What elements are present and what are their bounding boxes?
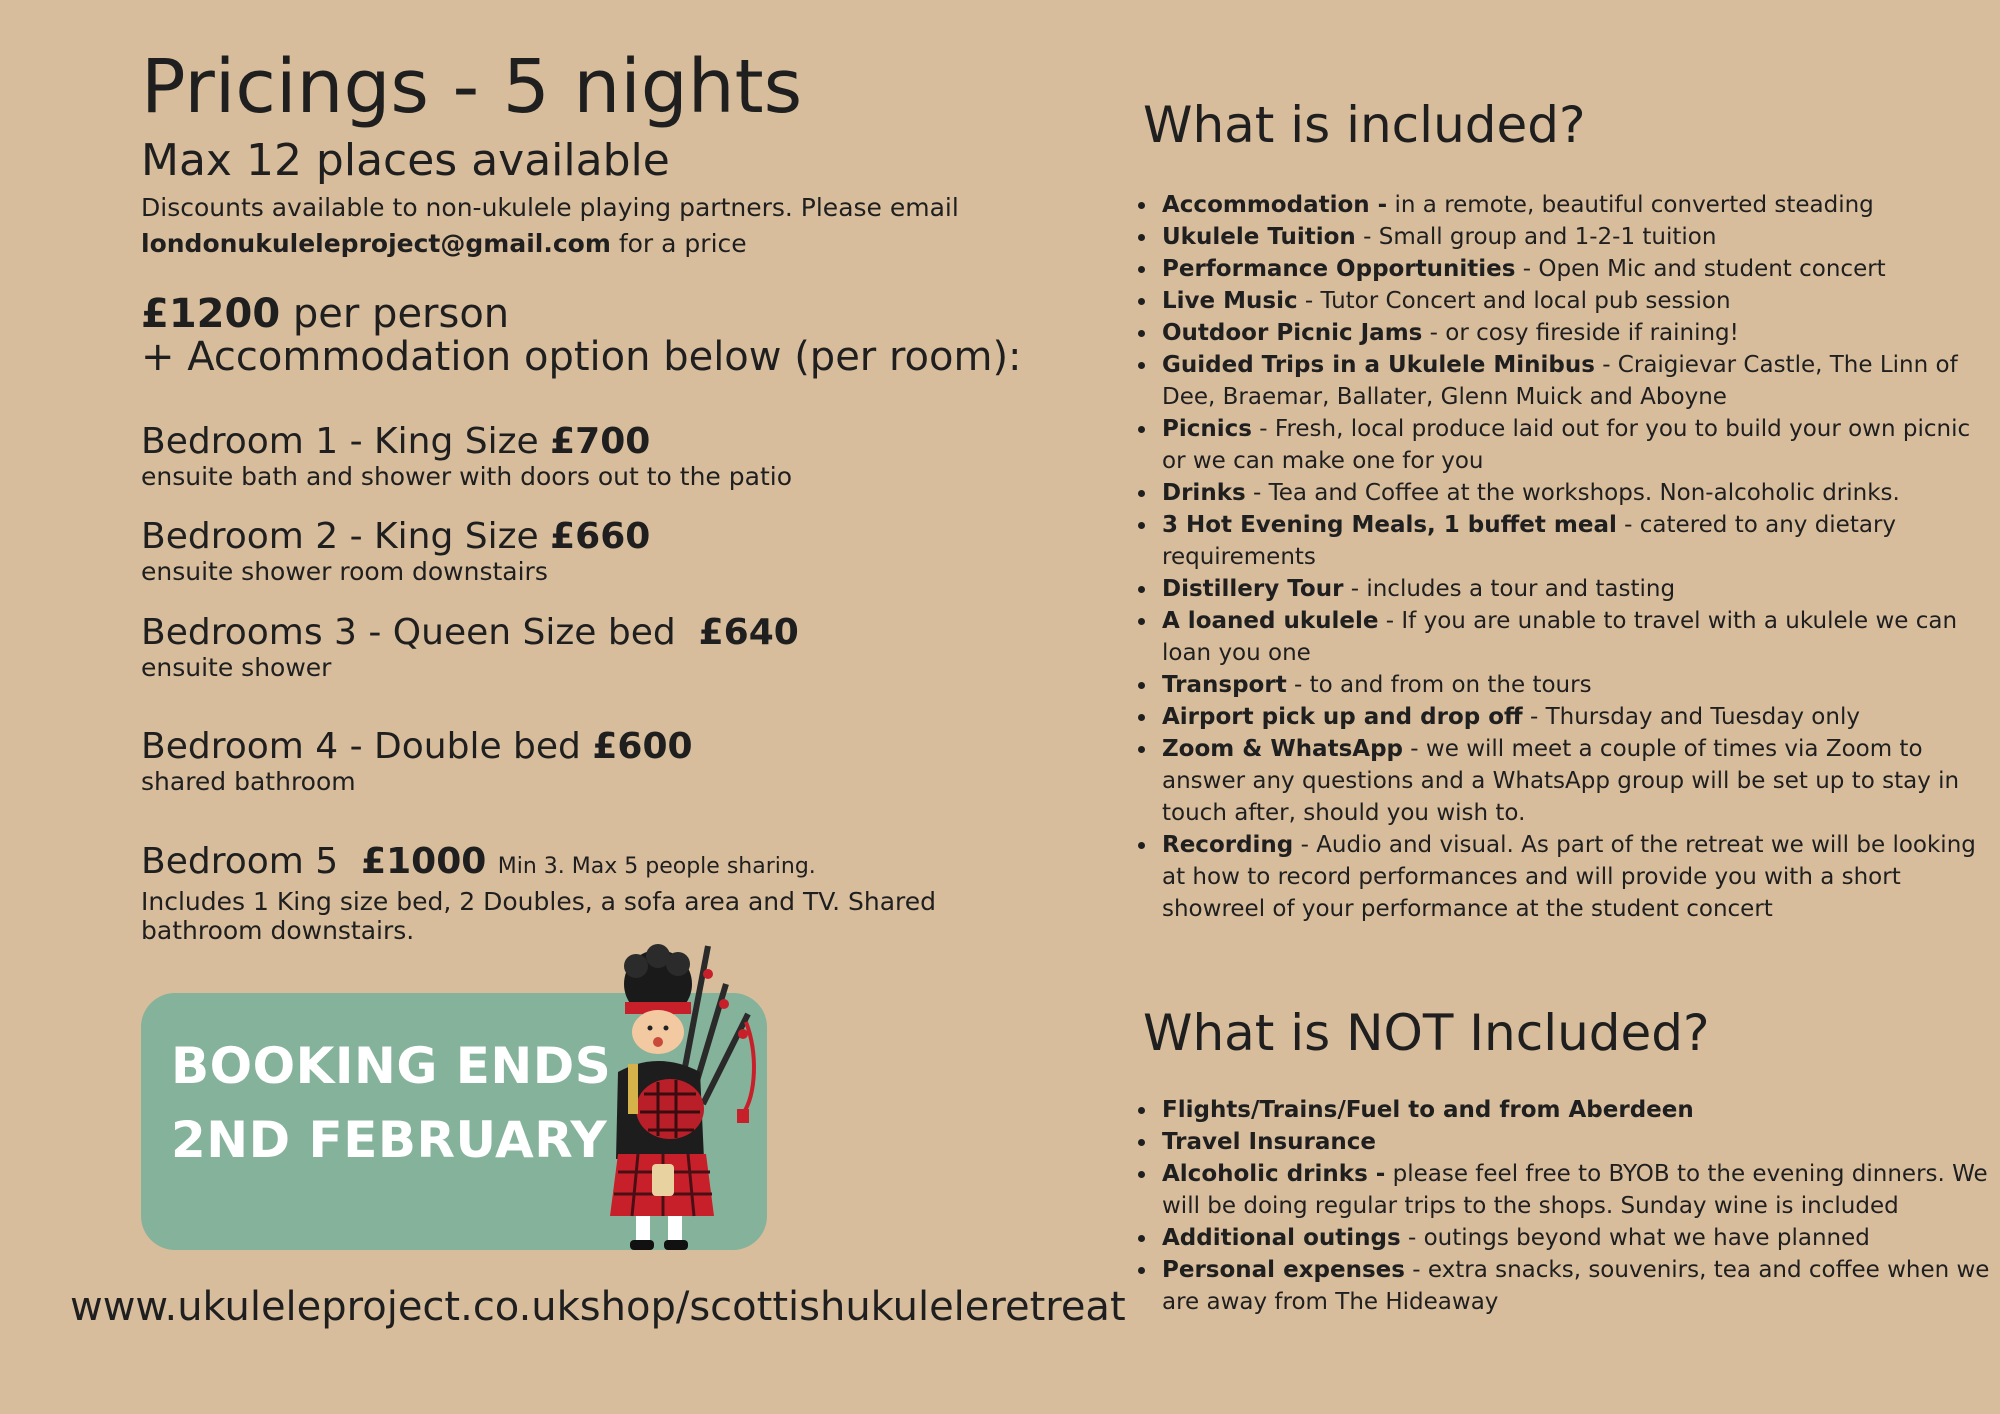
room-name: Bedroom 1 - King Size: [141, 421, 539, 462]
list-item: [1158, 1094, 1998, 1126]
price-unit: per person: [292, 291, 510, 337]
list-item: [1158, 1222, 1998, 1254]
room-2: [141, 517, 650, 586]
list-item-text: please feel free to BYOB to the evening dinners. We will be doing regular trips to the shops. Sunday wine is included: [1162, 1161, 1988, 1219]
list-item-text: - catered to any dietary requirements: [1162, 512, 1897, 570]
list-item: [1158, 701, 1998, 733]
booking-line-2: 2ND FEBRUARY: [171, 1111, 608, 1169]
website-url[interactable]: www.ukuleleproject.co.ukshop/scottishukuleleretreat: [70, 1284, 1126, 1330]
list-item-heading: Airport pick up and drop off: [1162, 704, 1523, 730]
list-item-heading: Travel Insurance: [1162, 1129, 1376, 1155]
list-item-heading: Recording: [1162, 832, 1294, 858]
contact-email: londonukuleleproject@gmail.com: [141, 229, 611, 258]
list-item: [1158, 829, 1998, 925]
room-description: shared bathroom: [141, 767, 356, 796]
list-item-text: - to and from on the tours: [1286, 672, 1592, 698]
list-item-heading: Additional outings: [1162, 1225, 1401, 1251]
list-item-text: - Craigievar Castle, The Linn of Dee, Braemar, Ballater, Glenn Muick and Aboyne: [1162, 352, 1958, 410]
list-item: [1158, 669, 1998, 701]
room-name: Bedroom 2 - King Size: [141, 516, 539, 557]
room-price: £700: [550, 421, 651, 462]
list-item-heading: Transport: [1162, 672, 1287, 698]
list-item: [1158, 1254, 1998, 1318]
list-item-heading: Drinks: [1162, 480, 1246, 506]
list-item-heading: Picnics: [1162, 416, 1252, 442]
list-item-text: in a remote, beautiful converted steading: [1387, 192, 1874, 218]
list-item-heading: Performance Opportunities: [1162, 256, 1516, 282]
list-item-heading: Guided Trips in a Ukulele Minibus: [1162, 352, 1595, 378]
discount-text: Discounts available to non-ukulele playing partners. Please email: [141, 193, 959, 222]
list-item: [1158, 413, 1998, 477]
room-description: ensuite bath and shower with doors out to the patio: [141, 462, 792, 491]
list-item: [1158, 189, 1998, 221]
list-item-text: - Audio and visual. As part of the retreat we will be looking at how to record performances and will provide you with a short showreel of your performance at the student concert: [1162, 832, 1976, 922]
base-price: [141, 293, 1022, 379]
list-item-text: - extra snacks, souvenirs, tea and coffee when we are away from The Hideaway: [1162, 1257, 1990, 1315]
included-title: What is included?: [1143, 96, 1586, 154]
list-item: [1158, 1158, 1998, 1222]
room-note: Min 3. Max 5 people sharing.: [497, 854, 816, 879]
list-item-heading: Alcoholic drinks -: [1162, 1161, 1386, 1187]
not-included-title: What is NOT Included?: [1143, 1004, 1710, 1062]
list-item: [1158, 317, 1998, 349]
page-title: Pricings - 5 nights: [141, 44, 803, 130]
list-item-text: - Tutor Concert and local pub session: [1297, 288, 1731, 314]
booking-line-1: BOOKING ENDS: [171, 1037, 612, 1095]
places-subtitle: Max 12 places available: [141, 135, 670, 186]
included-list: [1129, 189, 1998, 925]
list-item: [1158, 509, 1998, 573]
list-item-heading: Zoom & WhatsApp: [1162, 736, 1403, 762]
list-item-heading: Outdoor Picnic Jams: [1162, 320, 1423, 346]
list-item: [1158, 573, 1998, 605]
email-suffix: for a price: [618, 229, 747, 258]
list-item: [1158, 221, 1998, 253]
list-item-text: - Tea and Coffee at the workshops. Non-alcoholic drinks.: [1245, 480, 1900, 506]
room-4: [141, 727, 693, 796]
list-item-text: - we will meet a couple of times via Zoom to answer any questions and a WhatsApp group will be set up to stay in touch after, should you wish to.: [1162, 736, 1960, 826]
list-item-text: - outings beyond what we have planned: [1400, 1225, 1870, 1251]
room-price: £600: [592, 726, 693, 767]
list-item-heading: Accommodation -: [1162, 192, 1388, 218]
list-item: [1158, 605, 1998, 669]
list-item: [1158, 1126, 1998, 1158]
room-description: ensuite shower room downstairs: [141, 557, 548, 586]
list-item-text: - Small group and 1-2-1 tuition: [1355, 224, 1717, 250]
room-5: [141, 842, 1001, 945]
list-item-heading: Flights/Trains/Fuel to and from Aberdeen: [1162, 1097, 1694, 1123]
room-name: Bedroom 5: [141, 841, 339, 882]
room-3: [141, 613, 799, 682]
list-item-text: - Open Mic and student concert: [1515, 256, 1886, 282]
list-item-heading: Distillery Tour: [1162, 576, 1344, 602]
room-name: Bedroom 4 - Double bed: [141, 726, 581, 767]
list-item-text: - or cosy fireside if raining!: [1422, 320, 1739, 346]
list-item-heading: Personal expenses: [1162, 1257, 1405, 1283]
room-name: Bedrooms 3 - Queen Size bed: [141, 612, 676, 653]
list-item: [1158, 733, 1998, 829]
list-item-text: - If you are unable to travel with a ukulele we can loan you one: [1162, 608, 1958, 666]
list-item-heading: 3 Hot Evening Meals, 1 buffet meal: [1162, 512, 1617, 538]
price-amount: £1200: [141, 291, 281, 337]
room-1: [141, 422, 792, 491]
list-item-text: - Fresh, local produce laid out for you to build your own picnic or we can make one for you: [1162, 416, 1971, 474]
list-item-text: - includes a tour and tasting: [1343, 576, 1676, 602]
list-item: [1158, 349, 1998, 413]
room-description: ensuite shower: [141, 653, 332, 682]
room-price: £660: [550, 516, 651, 557]
room-price: £640: [698, 612, 799, 653]
list-item-heading: Live Music: [1162, 288, 1298, 314]
list-item-heading: Ukulele Tuition: [1162, 224, 1356, 250]
bagpiper-icon: [608, 944, 768, 1254]
list-item: [1158, 253, 1998, 285]
room-description: Includes 1 King size bed, 2 Doubles, a sofa area and TV. Shared bathroom downstairs.: [141, 887, 937, 945]
list-item-heading: A loaned ukulele: [1162, 608, 1379, 634]
accommodation-line: + Accommodation option below (per room):: [141, 334, 1022, 380]
list-item: [1158, 285, 1998, 317]
list-item: [1158, 477, 1998, 509]
list-item-text: - Thursday and Tuesday only: [1522, 704, 1860, 730]
not-included-list: [1129, 1094, 1998, 1318]
room-price: £1000: [361, 841, 487, 882]
discount-note: [141, 190, 1001, 262]
